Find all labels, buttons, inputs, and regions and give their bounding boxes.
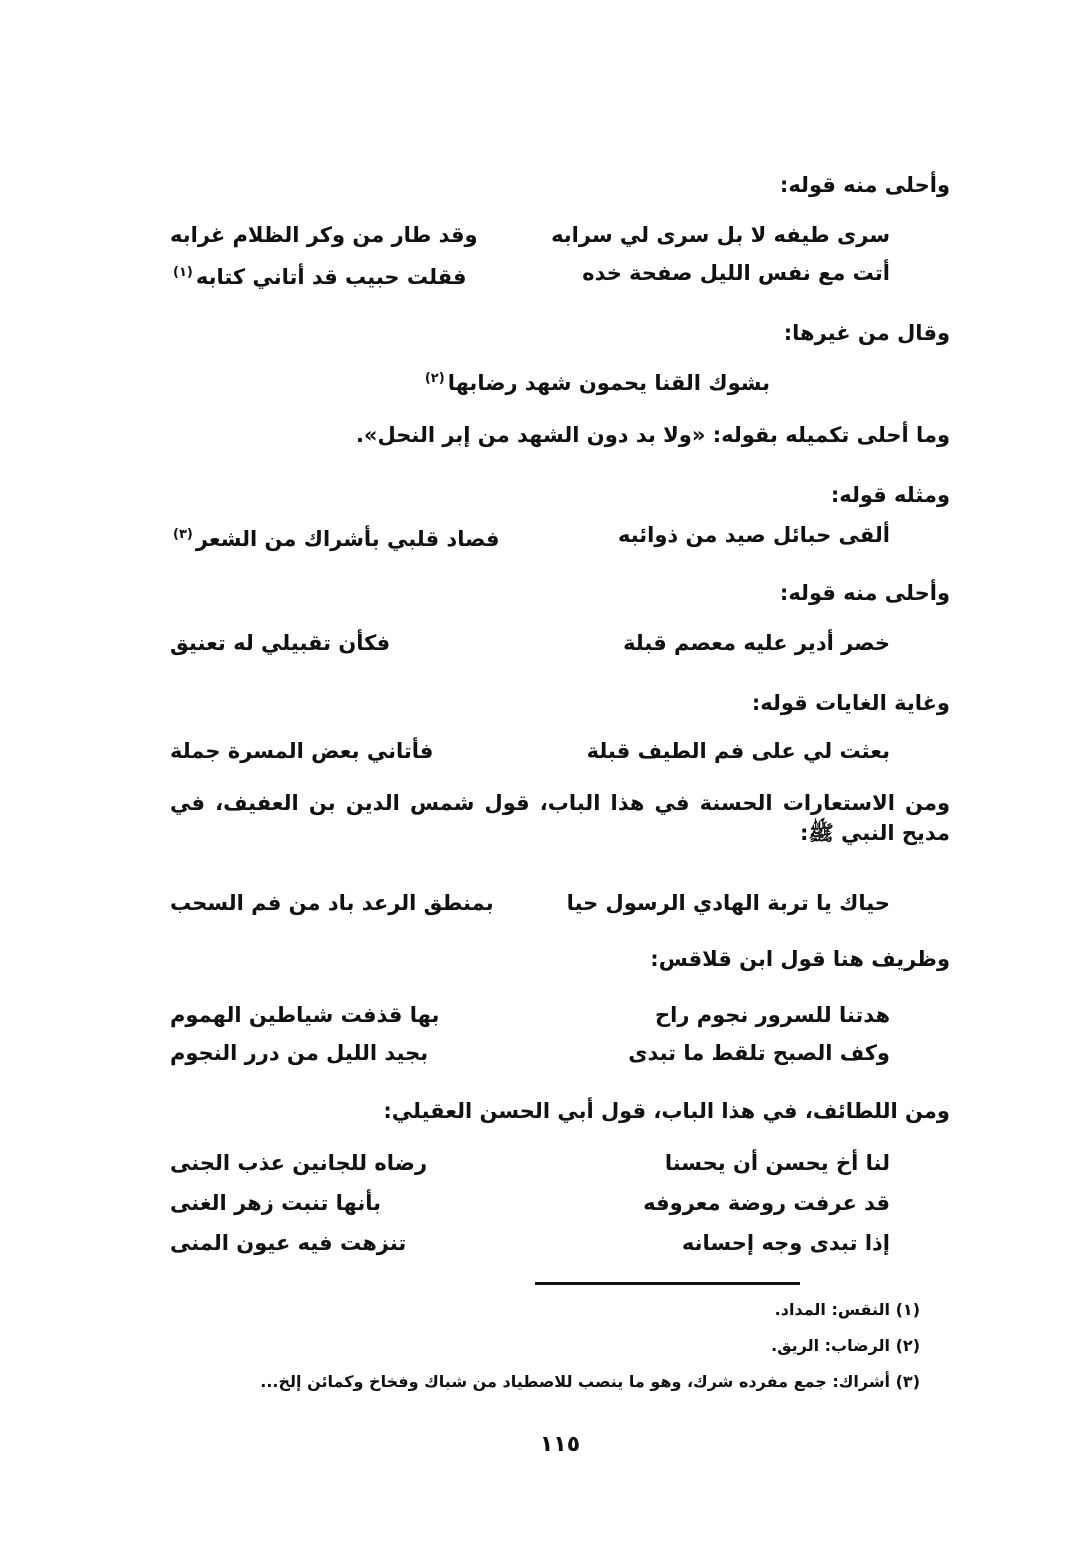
intro-line: ومثله قوله: [830, 483, 950, 507]
verse-line [170, 626, 890, 660]
footnote: (٣) أشراك: جمع مفرده شرك، وهو ما ينصب للاصطياد من شباك وفخاخ وكمائن إلخ... [260, 1372, 920, 1391]
verse-line [170, 886, 890, 920]
verse-first-hemistich: وكف الصبح تلقط ما تبدى [628, 1041, 890, 1065]
verse-line [170, 998, 890, 1032]
single-verse-line: بشوك القنا يحمون شهد رضابها$^{(٢)}$ [424, 371, 770, 395]
footnote: (١) النقس: المداد. [774, 1300, 920, 1319]
verse-second-hemistich: رضاه للجانين عذب الجنى [170, 1151, 428, 1175]
verse-second-hemistich: تنزهت فيه عيون المنى [170, 1231, 407, 1255]
verse-second-hemistich: بجيد الليل من درر النجوم [170, 1041, 429, 1065]
intro-line: وأحلى منه قوله: [779, 581, 950, 605]
footnote-marker: (١) [173, 265, 193, 280]
book-page [170, 0, 950, 1551]
intro-line: وظريف هنا قول ابن قلاقس: [650, 947, 950, 971]
verse-first-hemistich: إذا تبدى وجه إحسانه [681, 1231, 890, 1255]
verse-first-hemistich: هدتنا للسرور نجوم راح [655, 1003, 890, 1027]
footnote-marker: (٢) [424, 371, 445, 386]
intro-line: ومن اللطائف، في هذا الباب، قول أبي الحسن العقيلي: [383, 1099, 950, 1123]
verse-second-hemistich: وقد طار من وكر الظلام غرابه [170, 223, 478, 247]
verse-line [170, 518, 890, 552]
verse-line [170, 734, 890, 768]
verse-first-hemistich: لنا أخ يحسن أن يحسنا [664, 1151, 890, 1175]
verse-second-hemistich: بها قذفت شياطين الهموم [170, 1003, 440, 1027]
verse-first-hemistich: بعثت لي على فم الطيف قبلة [586, 739, 890, 763]
footnote: (٢) الرضاب: الريق. [771, 1336, 920, 1355]
footnote-marker: (٣) [173, 527, 193, 542]
intro-line: وأحلى منه قوله: [779, 173, 950, 197]
verse-first-hemistich: أتت مع نفس الليل صفحة خده [582, 261, 890, 285]
verse-second-hemistich: فكأن تقبيلي له تعنيق [170, 631, 391, 655]
prose-paragraph: وما أحلى تكميله بقوله: «ولا بد دون الشهد من إبر النحل». [355, 423, 950, 447]
verse-second-hemistich: فقلت حبيب قد أتاني كتابه$^{(١)}$ [173, 265, 467, 289]
verse-second-hemistich: بأنها تنبت زهر الغنى [170, 1191, 382, 1215]
verse-second-hemistich: فأتاني بعض المسرة جملة [170, 739, 434, 763]
intro-line: وقال من غيرها: [783, 321, 950, 345]
verse-second-hemistich: فصاد قلبي بأشراك من الشعر$^{(٣)}$ [173, 527, 500, 551]
verse-first-hemistich: قد عرفت روضة معروفه [643, 1191, 890, 1215]
verse-line [170, 1036, 890, 1070]
verse-line [170, 218, 890, 252]
verse-line [170, 1226, 890, 1260]
verse-line [170, 1186, 890, 1220]
verse-first-hemistich: ألقى حبائل صيد من ذوائبه [617, 523, 890, 547]
verse-first-hemistich: خصر أدير عليه معصم قبلة [623, 631, 890, 655]
verse-first-hemistich: حياك يا تربة الهادي الرسول حيا [566, 891, 890, 915]
intro-line: وغاية الغايات قوله: [751, 691, 950, 715]
verse-line [170, 256, 890, 290]
verse-second-hemistich: بمنطق الرعد باد من فم السحب [170, 891, 494, 915]
prose-paragraph: ومن الاستعارات الحسنة في هذا الباب، قول شمس الدين بن العفيف، في مديح النبي ﷺ: [170, 791, 950, 845]
page-number: ١١٥ [539, 1432, 581, 1457]
verse-first-hemistich: سرى طيفه لا بل سرى لي سرابه [551, 223, 890, 247]
footnote-separator [535, 1282, 800, 1285]
verse-line [170, 1146, 890, 1180]
